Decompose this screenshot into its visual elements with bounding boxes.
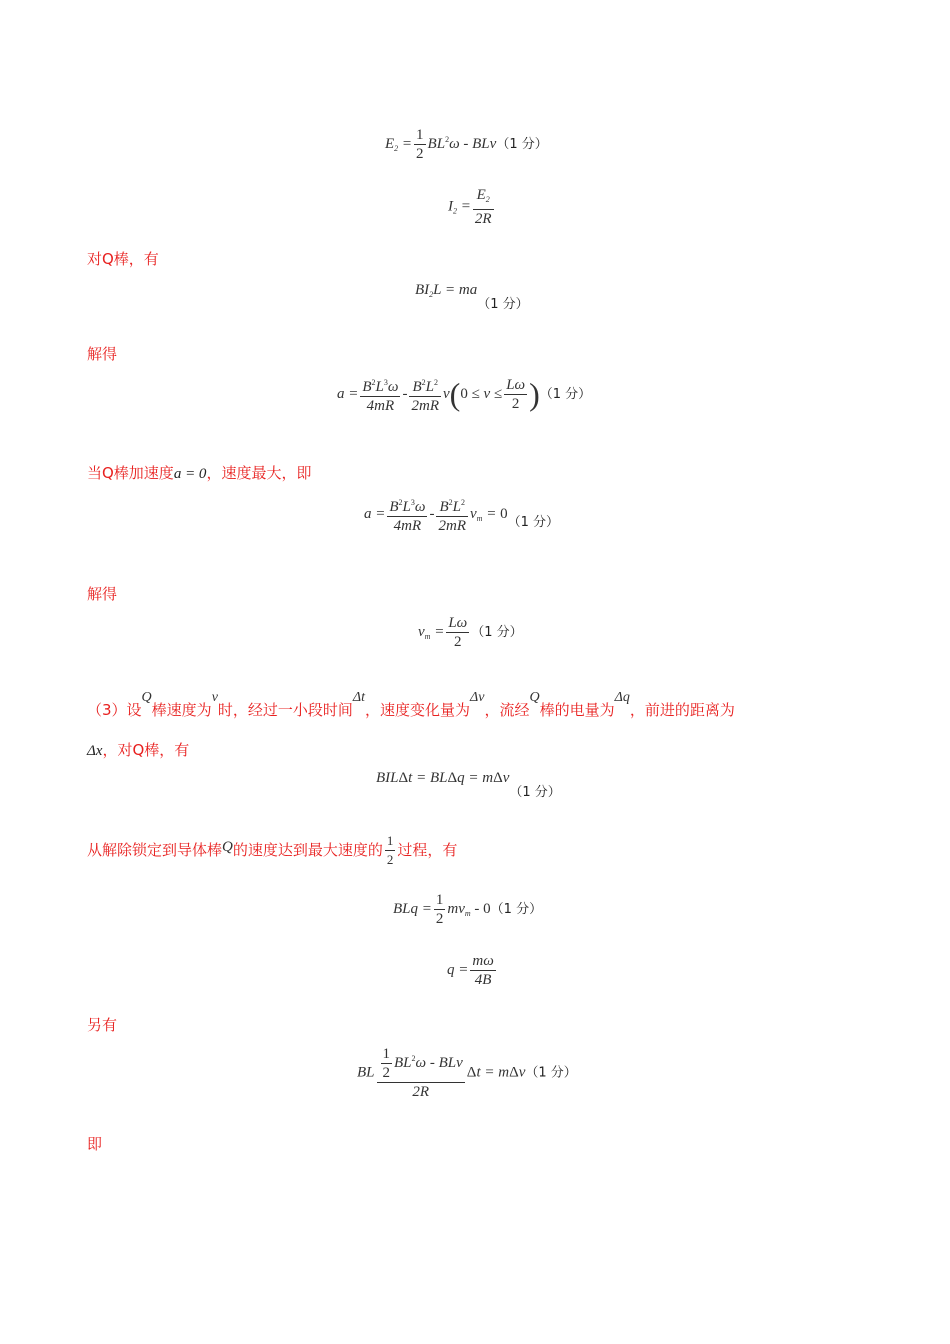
- equation-q: q = $\frac{m\omega}{4B}$: [447, 953, 494, 988]
- text-solve-1: 解得: [87, 345, 118, 363]
- equation-charge: BLq = $\frac{1}{2}$ $mv_m - 0(1$ 分）: [393, 892, 543, 927]
- p3-a: （3）设: [87, 701, 142, 719]
- p3-d: ，速度变化量为: [365, 701, 471, 719]
- from-c: 过程，有: [397, 841, 458, 859]
- text-for-q-rod: 对Q棒，有: [87, 250, 159, 268]
- from-b: 的速度达到最大速度的: [232, 841, 383, 859]
- equation-i2: $I_2$ = $\frac{E_2}{2R}$: [448, 187, 492, 227]
- text-also: 另有: [87, 1016, 118, 1034]
- p3-dv: Δv: [470, 690, 485, 705]
- part3-sentence-cont: [87, 739, 189, 760]
- score-label: （1 分）: [539, 386, 592, 402]
- score-label: （1 分）: [509, 785, 561, 800]
- text-namely: 即: [87, 1135, 103, 1153]
- p3-dt: Δt: [352, 690, 366, 705]
- half-numerator: 1: [385, 832, 396, 851]
- from-a: 从解除锁定到导体棒: [87, 841, 223, 859]
- score-label: （1 分）: [490, 901, 543, 917]
- p3-c: 时，经过一小段时间: [217, 701, 353, 719]
- p3-g: ，前进的距离为: [629, 701, 735, 719]
- score-label: （1 分）: [525, 1065, 577, 1081]
- score-label: （1 分）: [496, 136, 548, 152]
- from-q: Q: [222, 839, 233, 855]
- equation-impulse: BILΔt = BLΔq = mΔv（1 分）: [376, 770, 561, 800]
- when-eq: a = 0: [173, 466, 207, 482]
- equation-e2: $E_2$ = $\frac{1}{2}$ $BL^2\omega - BLv(1$ 分）: [385, 127, 548, 162]
- p3-b: 棒速度为: [151, 701, 212, 719]
- text-solve-2: 解得: [87, 585, 118, 603]
- equation-acceleration: a = $\frac{B^2L^3\omega}{4mR}$ - $\frac{B^2L^2}{2mR}$ v(0 ≤ v ≤ $\frac{L\omega}{2}$ )（1 分）: [337, 376, 592, 414]
- score-label: （1 分）: [477, 297, 529, 312]
- p3-v: v: [211, 690, 218, 705]
- equation-vm: $v_m$ = $\frac{L\omega}{2}$ （1 分）: [418, 615, 523, 650]
- p3-dq: Δq: [614, 690, 630, 705]
- when-text-a: 当Q棒加速度: [87, 464, 174, 482]
- equation-complex: BL $\frac{1}{2}$ $BL^2\omega$ - BLv 2R Δt = mΔv（1 分）: [357, 1046, 577, 1100]
- p3-q2: Q: [529, 690, 540, 705]
- when-text-b: ，速度最大，即: [206, 464, 312, 482]
- equation-max-speed: a = $\frac{B^2L^3\omega}{4mR}$ - $\frac{B^2L^2}{2mR}$ $v_m = 0(1$ 分）: [364, 494, 559, 535]
- part3-sentence: [87, 690, 735, 720]
- p3-h: ，对Q棒，有: [102, 741, 190, 759]
- text-when-max-speed: [87, 462, 311, 483]
- p3-q1: Q: [141, 690, 152, 705]
- equation-force: $BI_2L = ma(1$ 分）: [415, 282, 529, 312]
- score-label: （1 分）: [507, 514, 559, 530]
- text-from-unlock: [87, 832, 457, 869]
- half-denominator: 2: [386, 852, 394, 867]
- p3-e: ，流经: [484, 701, 530, 719]
- p3-dx: Δx: [87, 743, 103, 759]
- p3-f: 棒的电量为: [539, 701, 615, 719]
- score-label: （1 分）: [471, 624, 523, 640]
